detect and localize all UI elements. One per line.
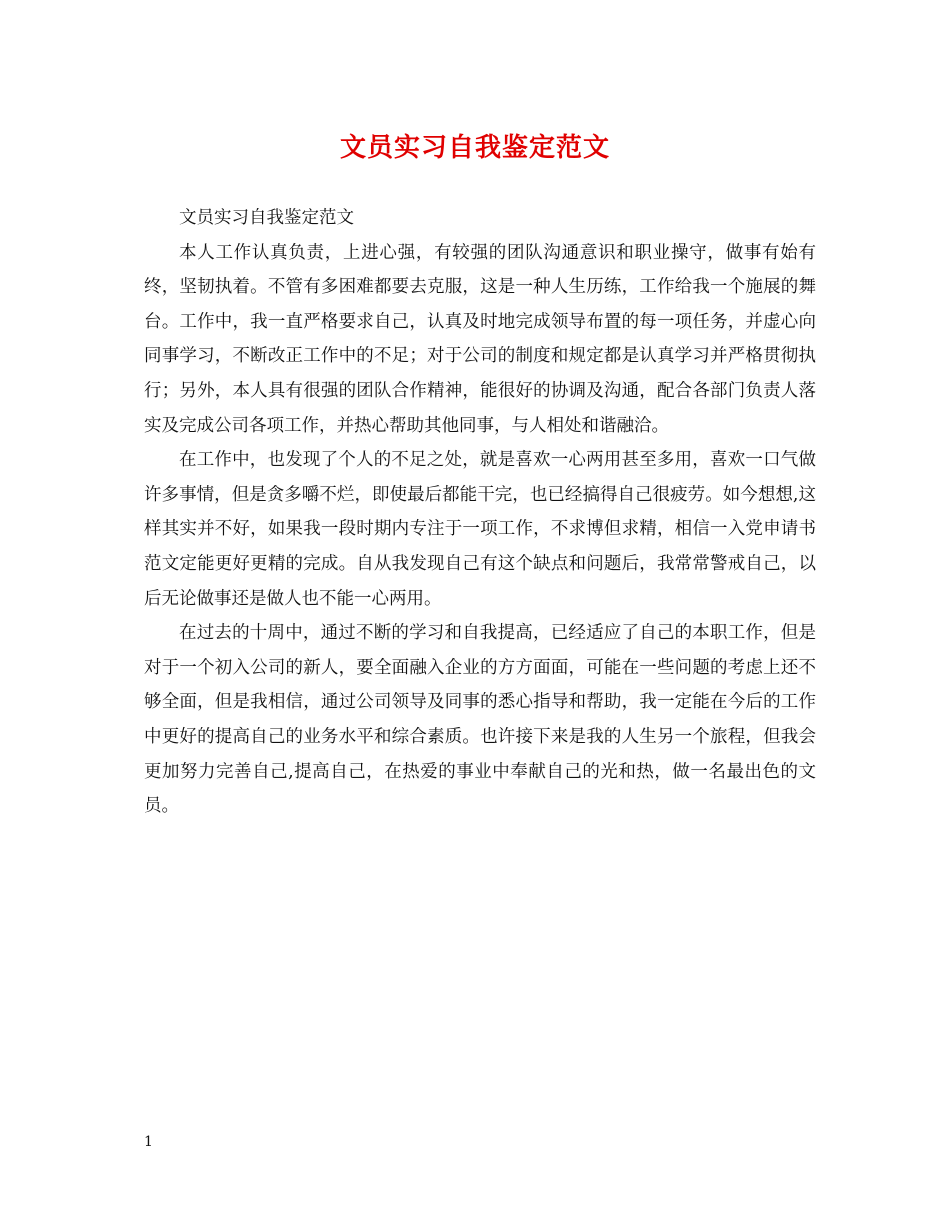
page-number: 1 bbox=[144, 1134, 153, 1150]
document-body bbox=[144, 201, 816, 824]
body-paragraph-3: 在过去的十周中，通过不断的学习和自我提高，已经适应了自己的本职工作，但是对于一个初入公司的新人，要全面融入企业的方方面面，可能在一些问题的考虑上还不够全面，但是我相信，通过公司领导及同事的悉心指导和帮助，我一定能在今后的工作中更好的提高自己的业务水平和综合素质。也许接下来是我的人生另一个旅程，但我会更加努力完善自己,提高自己，在热爱的事业中奉献自己的光和热，做一名最出色的文员。 bbox=[144, 623, 816, 817]
body-paragraph-1: 本人工作认真负责，上进心强，有较强的团队沟通意识和职业操守，做事有始有终，坚韧执着。不管有多困难都要去克服，这是一种人生历练，工作给我一个施展的舞台。工作中，我一直严格要求自己，认真及时地完成领导布置的每一项任务，并虚心向同事学习，不断改正工作中的不足；对于公司的制度和规定都是认真学习并严格贯彻执行；另外，本人具有很强的团队合作精神，能很好的协调及沟通，配合各部门负责人落实及完成公司各项工作，并热心帮助其他同事，与人相处和谐融洽。 bbox=[144, 242, 816, 436]
body-paragraph-2: 在工作中，也发现了个人的不足之处，就是喜欢一心两用甚至多用，喜欢一口气做许多事情，但是贪多嚼不烂，即使最后都能干完，也已经搞得自己很疲劳。如今想想,这样其实并不好，如果我一段时期内专注于一项工作，不求博但求精，相信一入党申请书范文定能更好更精的完成。自从我发现自己有这个缺点和问题后，我常常警戒自己，以后无论做事还是做人也不能一心两用。 bbox=[144, 450, 816, 609]
subtitle-paragraph: 文员实习自我鉴定范文 bbox=[179, 208, 354, 228]
document-title: 文员实习自我鉴定范文 bbox=[339, 133, 610, 163]
